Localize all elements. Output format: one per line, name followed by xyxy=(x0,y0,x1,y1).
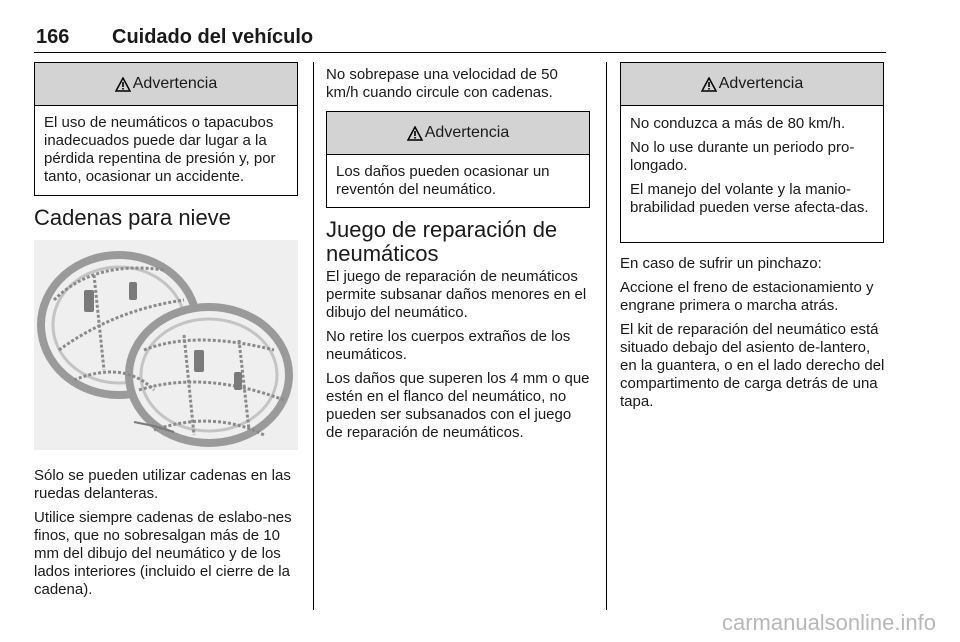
paragraph: No retire los cuerpos extraños de los neumáticos. xyxy=(326,328,571,363)
warning-text: No lo use durante un periodo pro-longado. xyxy=(630,139,855,174)
column-divider xyxy=(606,62,607,610)
warning-text: No conduzca a más de 80 km/h. xyxy=(630,115,846,132)
section-title: Cadenas para nieve xyxy=(34,205,231,230)
page-number: 166 xyxy=(36,26,70,48)
column-right xyxy=(620,62,886,417)
warning-triangle-icon xyxy=(115,77,131,92)
page-title: Cuidado del vehículo xyxy=(112,26,314,48)
column-middle xyxy=(326,62,592,448)
column-divider xyxy=(313,62,314,610)
warning-header xyxy=(35,63,297,106)
paragraph: Los daños que superen los 4 mm o que estén en el flanco del neumático, no pueden ser subsanados con el juego de reparación de neumáticos. xyxy=(326,370,590,441)
paragraph: No sobrepase una velocidad de 50 km/h cuando circule con cadenas. xyxy=(326,66,558,101)
warning-box xyxy=(620,62,884,243)
warning-box xyxy=(326,111,590,208)
section-title: Juego de reparación de neumáticos xyxy=(326,217,558,266)
paragraph: Sólo se pueden utilizar cadenas en las ruedas delanteras. xyxy=(34,467,291,502)
warning-text: El manejo del volante y la manio-brabilidad pueden verse afecta-das. xyxy=(630,181,869,216)
warning-triangle-icon xyxy=(701,77,717,92)
warning-title: Advertencia xyxy=(718,75,804,92)
warning-text: Los daños pueden ocasionar un reventón del neumático. xyxy=(336,163,550,198)
warning-title: Advertencia xyxy=(132,75,218,92)
warning-box xyxy=(34,62,298,196)
page-header xyxy=(34,22,886,53)
watermark: carmanualsonline.info xyxy=(721,610,936,635)
warning-triangle-icon xyxy=(407,126,423,141)
paragraph: El juego de reparación de neumáticos permite subsanar daños menores en el dibujo del neumático. xyxy=(326,268,587,321)
column-left xyxy=(34,62,300,605)
warning-title: Advertencia xyxy=(424,124,510,141)
paragraph: El kit de reparación del neumático está situado debajo del asiento de-lantero, en la guantera, o en el lado derecho del compartimento de carga detrás de una tapa. xyxy=(620,321,885,410)
paragraph: En caso de sufrir un pinchazo: xyxy=(620,255,822,272)
paragraph: Utilice siempre cadenas de eslabo-nes finos, que no sobresalgan más de 10 mm del dibujo del neumático y de los lados interiores (incluido el cierre de la cadena). xyxy=(34,509,292,598)
warning-text: El uso de neumáticos o tapacubos inadecuados puede dar lugar a la pérdida repentina de presión y, por tanto, ocasionar un accidente. xyxy=(44,114,276,185)
warning-header xyxy=(621,63,883,106)
warning-header xyxy=(327,112,589,155)
paragraph: Accione el freno de estacionamiento y engrane primera o marcha atrás. xyxy=(620,279,874,314)
snow-chains-illustration xyxy=(34,240,298,450)
